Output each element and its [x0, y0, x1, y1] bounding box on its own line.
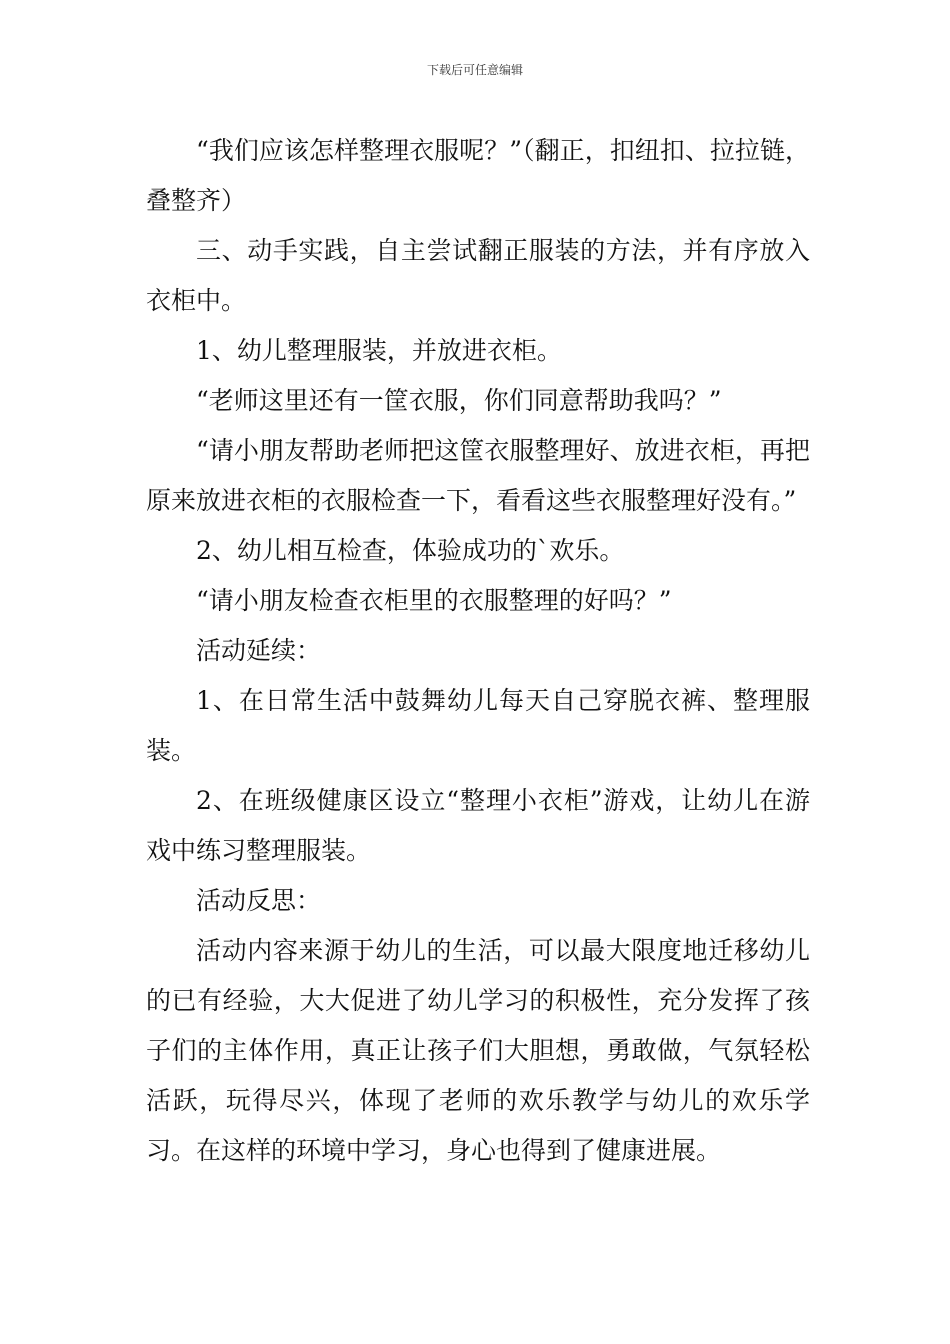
- paragraph: “老师这里还有一筐衣服，你们同意帮助我吗？”: [196, 386, 722, 415]
- paragraph: “我们应该怎样整理衣服呢？”（翻正，扣纽扣、拉拉链，叠整齐）: [146, 136, 810, 215]
- section-heading: 活动延续：: [196, 636, 322, 665]
- paragraph: “请小朋友帮助老师把这筐衣服整理好、放进衣柜，再把原来放进衣柜的衣服检查一下，看看这些衣服整理好没有。”: [146, 436, 810, 515]
- paragraph: 1、幼儿整理服装，并放进衣柜。: [196, 336, 562, 365]
- section-heading: 三、动手实践，自主尝试翻正服装的方法，并有序放入衣柜中。: [146, 236, 810, 315]
- paragraph: 2、幼儿相互检查，体验成功的`欢乐。: [196, 536, 625, 565]
- document-body: [146, 126, 810, 1176]
- paragraph: “请小朋友检查衣柜里的衣服整理的好吗？”: [196, 586, 672, 615]
- paragraph: 活动内容来源于幼儿的生活，可以最大限度地迁移幼儿的已有经验，大大促进了幼儿学习的积极性，充分发挥了孩子们的主体作用，真正让孩子们大胆想，勇敢做，气氛轻松活跃，玩得尽兴，体现了老师的欢乐教学与幼儿的欢乐学习。在这样的环境中学习，身心也得到了健康进展。: [146, 936, 810, 1165]
- page-header: 下载后可任意编辑: [426, 63, 523, 77]
- paragraph: 2、在班级健康区设立“整理小衣柜”游戏，让幼儿在游戏中练习整理服装。: [146, 786, 810, 865]
- section-heading: 活动反思：: [196, 886, 322, 915]
- paragraph: 1、在日常生活中鼓舞幼儿每天自己穿脱衣裤、整理服装。: [146, 686, 810, 765]
